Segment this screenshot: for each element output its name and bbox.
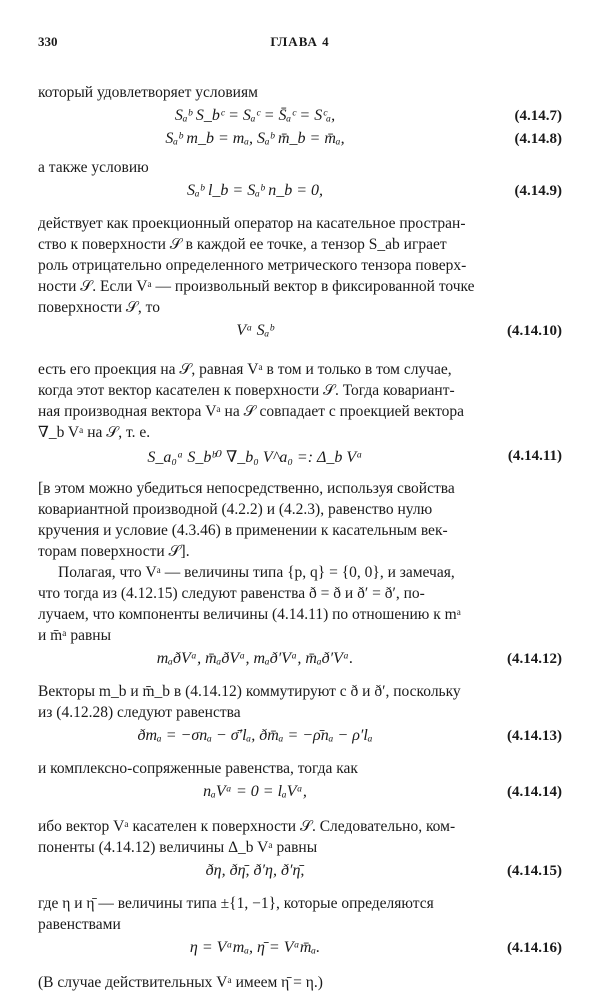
equation-4-14-12 [38,650,562,673]
equation-4-14-13 [38,727,562,750]
paragraph-real-case: (В случае действительных Vᵃ имеем η̄ = η.) [38,974,323,991]
equation-number: (4.14.14) [507,784,562,800]
paragraph-eta-definition: где η и η̄ — величины типа ±{1, −1}, которые определяются равенствами [38,895,434,933]
equation-number: (4.14.7) [514,108,562,124]
paragraph-vectors-commute: Векторы m_b и m̄_b в (4.14.12) коммутируют с ð и ð′, поскольку из (4.12.28) следуют равенства [38,683,461,721]
equation-4-14-15 [38,862,562,885]
chapter-title: ГЛАВА 4 [270,34,330,49]
equation-4-14-7 [38,107,562,130]
equation-4-14-11 [38,447,562,470]
equation-formula: η = Vᵃmₐ, η̄ = Vᵃm̄ₐ. [189,939,321,956]
paragraph-tangent-vector: ибо вектор Vᵃ касателен к поверхности 𝒮. Следовательно, ком- поненты (4.14.12) величины Δ_b Vᵃ равны [38,818,456,856]
equation-4-14-10 [38,322,562,345]
equation-formula: Sₐᵇ m_b = mₐ, Sₐᵇ m̄_b = m̄ₐ, [165,130,345,147]
paragraph-bracket-note: [в этом можно убедиться непосредственно, используя свойства ковариантной производной (4.2.2) и (4.2.3), равенство нулю кручения и условие (4.3.46) в применении к касательным век- торам поверхности 𝒮]. [38,480,455,560]
paragraph-projection-operator: действует как проекционный оператор на касательное простран- ство к поверхности 𝒮 в каждой ее точке, а тензор S_ab играет роль отрицательно определенного метрического тензора поверх- ности 𝒮. Если Vᵃ — произвольный вектор в фиксированной точке поверхности 𝒮, то [38,215,475,316]
equation-formula: mₐðVᵃ, m̄ₐðVᵃ, mₐð′Vᵃ, m̄ₐð′Vᵃ. [156,650,354,667]
equation-number: (4.14.13) [507,728,562,744]
equation-formula: Sₐᵇ S_bᶜ = Sₐᶜ = S̄ₐᶜ = Sᶜₐ, [174,107,336,124]
equation-number: (4.14.8) [514,131,562,147]
equation-number: (4.14.9) [514,183,562,199]
equation-formula: S_a₀ᵃ S_bᵇ⁰ ∇_b₀ V^a₀ =: Δ_b Vᵃ [147,449,363,466]
equation-formula: ðmₐ = −σnₐ − σ̄′lₐ, ðm̄ₐ = −ρ̄nₐ − ρ′lₐ [137,727,373,744]
equation-number: (4.14.12) [507,651,562,667]
page-number: 330 [38,34,58,49]
page-header [38,34,562,56]
equation-number: (4.14.10) [507,323,562,339]
equation-formula: Sₐᵇ l_b = Sₐᵇ n_b = 0, [186,182,323,199]
paragraph-complex-conjugate: и комплексно-сопряженные равенства, тогда как [38,760,358,777]
page [38,34,562,993]
equation-4-14-9 [38,182,562,205]
equation-4-14-8 [38,130,562,153]
equation-number: (4.14.15) [507,863,562,879]
equation-formula: nₐVᵃ = 0 = lₐVᵃ, [203,783,307,800]
equation-4-14-16 [38,939,562,962]
paragraph-intro: который удовлетворяет условиям [38,84,258,101]
paragraph-its-projection: есть его проекция на 𝒮, равная Vᵃ в том и только в том случае, когда этот вектор касателен к поверхности 𝒮. Тогда ковариант- ная производная вектора Vᵃ на 𝒮 совпадает с проекцией вектора ∇_b Vᵃ на 𝒮, т. е. [38,361,465,441]
paragraph-also-condition: а также условию [38,159,149,176]
equation-number: (4.14.11) [507,448,562,464]
equation-formula: ðη, ðη̄, ð′η, ð′η̄, [205,862,305,879]
equation-formula: Vᵃ Sₐᵇ [236,322,274,339]
equation-4-14-14 [38,783,562,806]
equation-number: (4.14.16) [507,940,562,956]
paragraph-assuming: Полагая, что Vᵃ — величины типа {p, q} = {0, 0}, и замечая, что тогда из (4.12.15) следуют равенства ð = ð и ð′ = ð′, по- лучаем, что компоненты величины (4.14.11) по отношению к mᵃ и m̄ᵃ равны [38,564,461,644]
